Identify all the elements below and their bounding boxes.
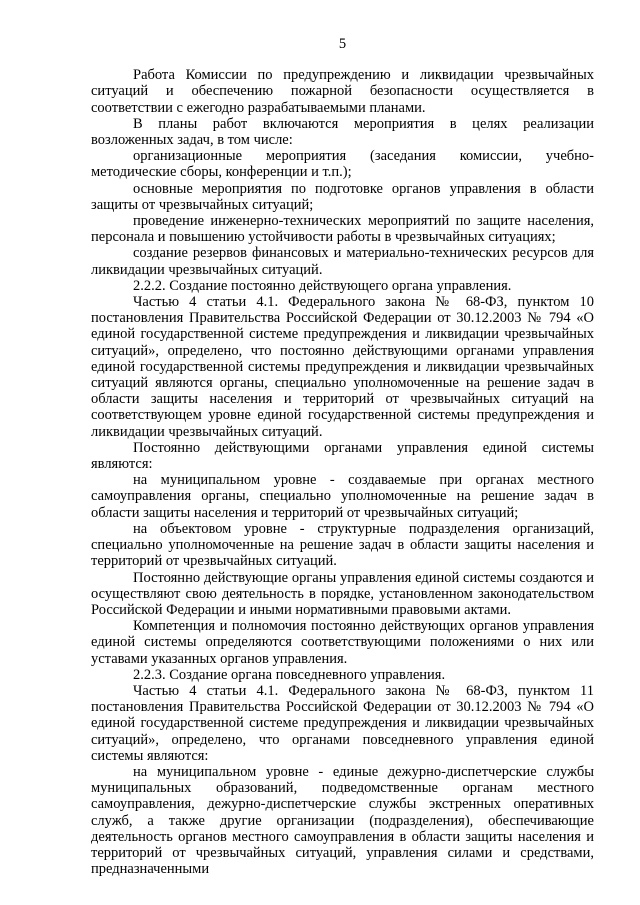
paragraph: Постоянно действующие органы управления единой системы создаются и осуществляют свою деятельность в порядке, установленном законодательством Российской Федерации и иными нормативными правовыми актами. xyxy=(91,569,594,618)
document-body xyxy=(91,67,594,877)
paragraph: Компетенция и полномочия постоянно действующих органов управления единой системы определяются соответствующими положениями о них или уставами указанных органов управления. xyxy=(91,618,594,667)
section-heading: 2.2.3. Создание органа повседневного управления. xyxy=(133,666,446,683)
paragraph: Постоянно действующими органами управления единой системы являются: xyxy=(91,439,594,473)
list-item: основные мероприятия по подготовке органов управления в области защиты от чрезвычайных ситуаций; xyxy=(91,180,594,213)
paragraph: Работа Комиссии по предупреждению и ликвидации чрезвычайных ситуаций и обеспечению пожарной безопасности осуществляется в соответствии с ежегодно разрабатываемыми планами. xyxy=(91,67,594,116)
list-item: на объектовом уровне - структурные подразделения организаций, специально уполномоченные на решение задач в области защиты населения и территорий от чрезвычайных ситуаций. xyxy=(91,520,594,570)
list-item: проведение инженерно-технических мероприятий по защите населения, персонала и повышению устойчивости работы в чрезвычайных ситуациях; xyxy=(91,213,594,246)
list-item: организационные мероприятия (заседания комиссии, учебно-методические сборы, конференции и т.п.); xyxy=(91,148,594,181)
paragraph: В планы работ включаются мероприятия в целях реализации возложенных задач, в том числе: xyxy=(91,115,594,149)
paragraph: Частью 4 статьи 4.1. Федерального закона № 68-ФЗ, пунктом 11 постановления Правительства Российской Федерации от 30.12.2003 № 794 «О единой государственной системе предупреждения и ликвидации чрезвычайных ситуаций», определено, что органами повседневного управления единой системы являются: xyxy=(91,682,594,764)
list-item: на муниципальном уровне - создаваемые при органах местного самоуправления органы, специально уполномоченные на решение задач в области защиты населения и территорий от чрезвычайных ситуаций; xyxy=(91,472,594,521)
page-number: 5 xyxy=(338,36,347,52)
list-item: на муниципальном уровне - единые дежурно-диспетчерские службы муниципальных образований, подведомственные органам местного самоуправления, дежурно-диспетчерские службы экстренных оперативных служб, а также другие организации (подразделения), обеспечивающие деятельность органов местного самоуправления в области защиты населения и территорий от чрезвычайных ситуаций, управления силами и средствами, предназначенными xyxy=(91,763,594,878)
paragraph: Частью 4 статьи 4.1. Федерального закона № 68-ФЗ, пунктом 10 постановления Правительства Российской Федерации от 30.12.2003 № 794 «О единой государственной системе предупреждения и ликвидации чрезвычайных ситуаций», определено, что постоянно действующими органами управления единой государственной системы предупреждения и ликвидации чрезвычайных ситуаций являются органы, специально уполномоченные на решение задач в области защиты населения и территорий от чрезвычайных ситуаций на соответствующем уровне единой государственной системы предупреждения и ликвидации чрезвычайных ситуаций. xyxy=(91,294,594,440)
list-item: создание резервов финансовых и материально-технических ресурсов для ликвидации чрезвычайных ситуаций. xyxy=(91,245,594,278)
section-heading: 2.2.2. Создание постоянно действующего органа управления. xyxy=(133,277,512,294)
